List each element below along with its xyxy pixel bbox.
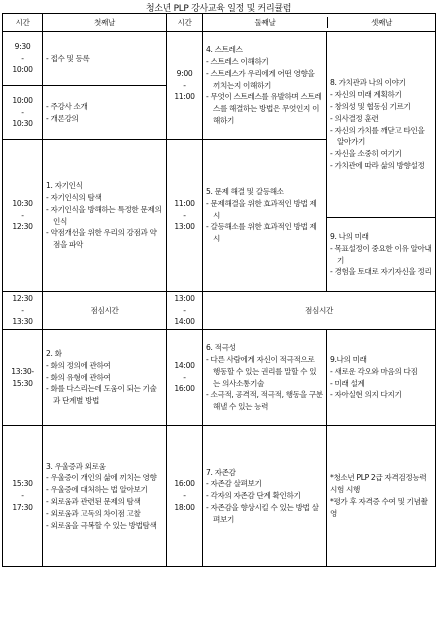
time-cell: 10:30 - 12:30 xyxy=(3,140,43,292)
day1-session-depression: 3. 우울증과 외로움 - 우울증이 개인의 삶에 끼치는 영향 - 우울증에 대처하는 법 알아보기 - 외로움과 관련된 문제의 탐색 - 외로움과 고독의 차이점 고찰 - 외로움을 극복할 수 있는 방법탐색 xyxy=(43,426,167,567)
page-title: 청소년 PLP 강사교육 일정 및 커리큘럼 xyxy=(145,4,292,14)
day3-session-future: 9. 나의 미래 - 목표설정이 중요한 이유 알아내기 - 경험을 토대로 자기자신을 정리 xyxy=(327,218,436,292)
day2-session-problem-solving: 5. 문제 해결 및 갈등해소 - 문제해결을 위한 효과적인 방법 제시 - 갈등해소를 위한 효과적인 방법 제시 xyxy=(203,140,327,292)
table-row xyxy=(3,292,436,330)
day2-day3-lunch: 점심시간 xyxy=(203,292,436,330)
day1-lunch: 점심시간 xyxy=(43,292,167,330)
day3-session-values: 8. 가치관과 나의 이야기 - 자신의 미래 계획하기 - 창의성 및 협동심 기르기 - 의사결정 훈련 - 자신의 가치를 깨닫고 타인을 알아가기 - 자신을 소중히 여기기 - 가치관에 따라 삶의 방향설정 xyxy=(327,32,436,218)
day1-session-self-awareness: 1. 자기인식 - 자기인식의 탐색 - 자기인식을 방해하는 특정한 문제의 인식 - 약점개선을 위한 우리의 강점과 약점을 파악 xyxy=(43,140,167,292)
time-cell: 9:30 - 10:00 xyxy=(3,32,43,86)
time-cell: 9:00 - 11:00 xyxy=(167,32,203,140)
table-row xyxy=(3,426,436,567)
schedule-table xyxy=(2,13,436,567)
day3-session-future-plan: 9.나의 미래 - 새로운 각오와 마음의 다짐 - 미래 설계 - 자아실현 의지 다지기 xyxy=(327,330,436,426)
day1-session-intro: - 주강사 소개 - 개론강의 xyxy=(43,86,167,140)
header-row xyxy=(3,14,436,32)
time-cell: 13:00 - 14:00 xyxy=(167,292,203,330)
table-row xyxy=(3,32,436,86)
day2-session-self-esteem: 7. 자존감 - 자존감 살펴보기 - 각자의 자존감 단계 확인하기 - 자존감을 향상시킬 수 있는 방법 살펴보기 xyxy=(203,426,327,567)
table-row xyxy=(3,330,436,426)
header-day3: 셋째날 xyxy=(327,17,435,29)
time-cell: 11:00 - 13:00 xyxy=(167,140,203,292)
header-day1: 첫째날 xyxy=(43,14,167,32)
time-cell: 15:30 - 17:30 xyxy=(3,426,43,567)
day2-session-stress: 4. 스트레스 - 스트레스 이해하기 - 스트레스가 우리에게 어떤 영향을 끼치는지 이해하기 - 무엇이 스트레스를 유발하며 스트레스를 해결하는 방법은 무엇인지 이해하기 xyxy=(203,32,327,140)
time-cell: 10:00 - 10:30 xyxy=(3,86,43,140)
day2-session-assertiveness: 6. 적극성 - 다른 사람에게 자신이 적극적으로 행동할 수 있는 권리를 말할 수 있는 의사소통기술 - 소극적, 공격적, 적극적, 행동을 구분해낼 수 있는 능력 xyxy=(203,330,327,426)
time-cell: 12:30 - 13:30 xyxy=(3,292,43,330)
day3-session-certification: *청소년 PLP 2급 자격검정능력시험 시행 *평가 후 자격증 수여 및 기념촬영 xyxy=(327,426,436,567)
time-cell: 14:00 - 16:00 xyxy=(167,330,203,426)
header-day2: 둘째날 xyxy=(254,17,276,27)
header-time-1: 시간 xyxy=(3,14,43,32)
day1-session-anger: 2. 화 - 화의 정의에 관하여 - 화의 유형에 관하여 - 화를 다스리는데 도움이 되는 기술과 단계별 방법 xyxy=(43,330,167,426)
day1-session-registration: - 접수 및 등록 xyxy=(43,32,167,86)
time-cell: 13:30- 15:30 xyxy=(3,330,43,426)
time-cell: 16:00 - 18:00 xyxy=(167,426,203,567)
header-day2-day3-group xyxy=(203,14,436,32)
header-time-2: 시간 xyxy=(167,14,203,32)
